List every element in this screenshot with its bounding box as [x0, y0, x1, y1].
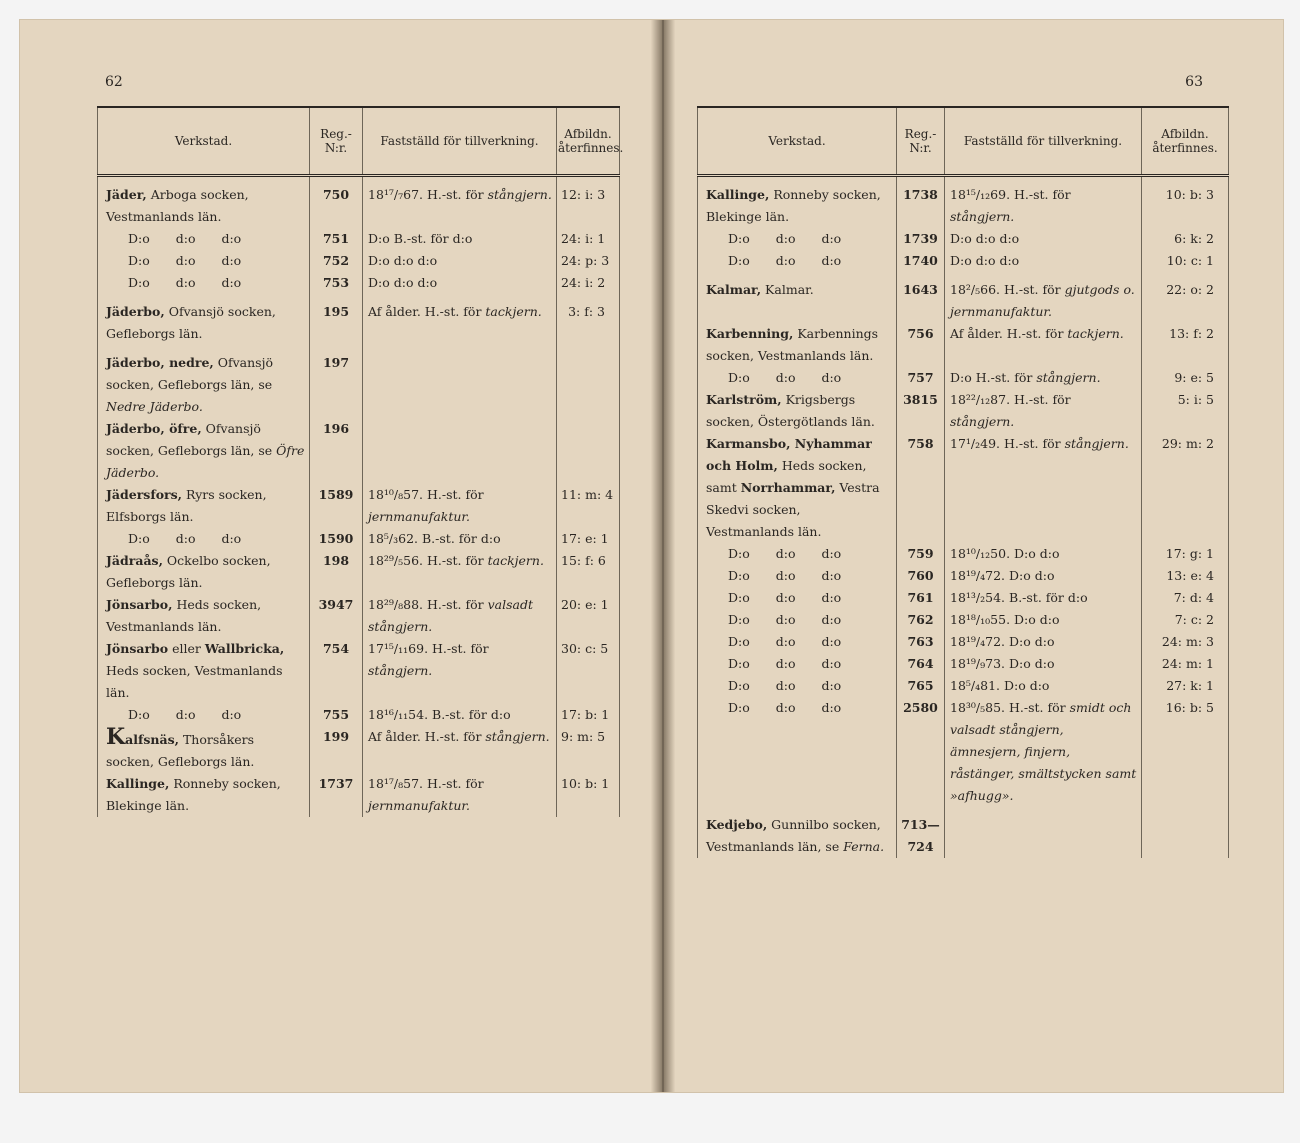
col-faststald: Fastställd för tillverkning. — [945, 107, 1142, 175]
col-verkstad: Verkstad. — [98, 107, 310, 175]
cell-reg: 1590 — [310, 528, 363, 550]
works-name: Jäderbo, — [106, 303, 165, 319]
stamp-date: 18¹⁸/₁₀55. D:o d:o — [950, 611, 1060, 627]
works-location: D:o d:o d:o — [728, 655, 842, 671]
cell-reg: 762 — [897, 609, 945, 631]
cross-reference: Ferna. — [843, 838, 885, 854]
cell-faststald — [363, 528, 557, 550]
works-location: Ofvansjö socken, Gefleborgs län. — [106, 303, 276, 341]
works-location: D:o d:o d:o — [128, 252, 242, 268]
stamp-date: 18¹⁰/₁₂50. D:o d:o — [950, 545, 1060, 561]
works-location: D:o d:o d:o — [728, 633, 842, 649]
left-page — [20, 20, 651, 1092]
stamp-date: D:o d:o d:o — [950, 230, 1020, 246]
table-row — [98, 773, 620, 817]
cell-afbildn: 10: c: 1 — [1142, 250, 1229, 272]
cell-verkstad — [98, 528, 310, 550]
cell-verkstad — [98, 175, 310, 228]
works-name: Kallinge, — [106, 775, 170, 791]
cell-afbildn: 24: m: 1 — [1142, 653, 1229, 675]
cell-afbildn: 13: f: 2 — [1142, 323, 1229, 367]
works-location: Ronneby socken, Blekinge län. — [706, 186, 881, 224]
cell-verkstad — [698, 389, 897, 433]
cell-afbildn: 10: b: 1 — [557, 773, 620, 817]
product: jernmanufaktur. — [368, 508, 471, 524]
cell-verkstad — [98, 484, 310, 528]
cell-reg: 757 — [897, 367, 945, 389]
stamp-date: 18¹⁹/₄72. D:o d:o — [950, 633, 1055, 649]
works-location: D:o d:o d:o — [728, 611, 842, 627]
cell-verkstad — [698, 250, 897, 272]
works-location: D:o d:o d:o — [128, 706, 242, 722]
stamp-date: Af ålder. H.-st. för — [368, 303, 486, 319]
works-name: Jäderbo, nedre, — [106, 354, 214, 370]
rows — [98, 175, 620, 817]
cell-faststald — [945, 543, 1142, 565]
table-row — [98, 294, 620, 345]
stamp-date: D:o B.-st. för d:o — [368, 230, 473, 246]
product: stångjern. — [1036, 369, 1101, 385]
cell-faststald — [363, 773, 557, 817]
col-faststald: Fastställd för tillverkning. — [363, 107, 557, 175]
table-row — [698, 631, 1229, 653]
book-spread — [19, 19, 1284, 1093]
cell-reg: 197 — [310, 345, 363, 418]
stamp-date: 18⁵/₃62. B.-st. för d:o — [368, 530, 501, 546]
cell-reg: 754 — [310, 638, 363, 704]
register-table — [97, 106, 624, 817]
works-location: Heds socken, samt — [706, 457, 867, 495]
cell-faststald — [945, 228, 1142, 250]
cell-reg: 2580 — [897, 697, 945, 807]
cell-faststald — [363, 294, 557, 345]
cell-faststald — [363, 704, 557, 726]
cell-reg: 195 — [310, 294, 363, 345]
cell-afbildn: 24: p: 3 — [557, 250, 620, 272]
cell-afbildn: 9: e: 5 — [1142, 367, 1229, 389]
col-afbildn: Afbildn. återfinnes. — [557, 107, 620, 175]
table-row — [98, 550, 620, 594]
table-row — [698, 543, 1229, 565]
cell-reg: 196 — [310, 418, 363, 484]
table-row — [698, 433, 1229, 543]
stamp-date: 18¹⁹/₉73. D:o d:o — [950, 655, 1055, 671]
cell-faststald — [945, 631, 1142, 653]
cell-verkstad — [698, 323, 897, 367]
works-location: D:o d:o d:o — [728, 369, 842, 385]
cell-afbildn: 7: d: 4 — [1142, 587, 1229, 609]
cross-reference: Öfre Jäderbo. — [106, 442, 305, 480]
cell-reg: 1737 — [310, 773, 363, 817]
product: gjutgods o. jernmanufaktur. — [950, 281, 1135, 319]
cell-verkstad — [698, 609, 897, 631]
cell-verkstad — [698, 631, 897, 653]
works-location: D:o d:o d:o — [728, 589, 842, 605]
page-number: 63 — [1185, 74, 1203, 90]
cell-faststald — [945, 367, 1142, 389]
product: stångjern. — [950, 208, 1015, 224]
cell-faststald — [945, 807, 1142, 858]
cell-verkstad — [98, 418, 310, 484]
col-reg: Reg.-N:r. — [897, 107, 945, 175]
works-name: Norrhammar, — [740, 479, 836, 495]
cell-reg: 198 — [310, 550, 363, 594]
works-location: D:o d:o d:o — [128, 274, 242, 290]
product: tackjern. — [1067, 325, 1124, 341]
cell-faststald — [945, 653, 1142, 675]
works-name: Karlström, — [706, 391, 782, 407]
product: stångjern. — [485, 728, 550, 744]
cell-afbildn: 7: c: 2 — [1142, 609, 1229, 631]
cell-verkstad — [698, 228, 897, 250]
right-page — [675, 20, 1283, 1092]
product: stångjern. — [1064, 435, 1129, 451]
works-location: Gunnilbo socken, Vestmanlands län, se — [706, 816, 881, 854]
works-location: Arboga socken, Vestmanlands län. — [106, 186, 249, 224]
works-location: Ryrs socken, Elfsborgs län. — [106, 486, 267, 524]
col-reg: Reg.-N:r. — [310, 107, 363, 175]
cell-verkstad — [98, 550, 310, 594]
book-gutter — [651, 20, 675, 1092]
cell-afbildn — [1142, 807, 1229, 858]
cell-afbildn: 3: f: 3 — [557, 294, 620, 345]
table-row — [98, 704, 620, 726]
works-name: Kallinge, — [706, 186, 770, 202]
cell-verkstad — [98, 638, 310, 704]
cell-faststald — [945, 587, 1142, 609]
works-name: Wallbricka, — [204, 640, 285, 656]
table-row — [698, 175, 1229, 228]
cell-faststald — [945, 323, 1142, 367]
cell-faststald — [945, 175, 1142, 228]
stamp-date: D:o d:o d:o — [368, 252, 438, 268]
cell-verkstad — [698, 697, 897, 807]
cell-afbildn: 6: k: 2 — [1142, 228, 1229, 250]
stamp-date: D:o d:o d:o — [950, 252, 1020, 268]
works-name: Jädraås, — [106, 552, 163, 568]
cell-verkstad — [698, 675, 897, 697]
rows — [698, 175, 1229, 858]
cell-verkstad — [698, 433, 897, 543]
product: tackjern. — [485, 303, 542, 319]
works-location: D:o d:o d:o — [128, 230, 242, 246]
page-number: 62 — [105, 74, 123, 90]
table-row — [98, 250, 620, 272]
product: stångjern. — [950, 413, 1015, 429]
works-location: D:o d:o d:o — [728, 699, 842, 715]
cell-afbildn: 11: m: 4 — [557, 484, 620, 528]
table-row — [698, 367, 1229, 389]
col-verkstad: Verkstad. — [698, 107, 897, 175]
works-location: eller — [168, 640, 205, 656]
table-row — [698, 389, 1229, 433]
cell-afbildn: 17: e: 1 — [557, 528, 620, 550]
cell-afbildn: 9: m: 5 — [557, 726, 620, 773]
stamp-date: 18²⁹/₅56. H.-st. för — [368, 552, 488, 568]
cell-verkstad — [98, 704, 310, 726]
table-row — [698, 675, 1229, 697]
cell-reg: 3947 — [310, 594, 363, 638]
works-location: Ockelbo socken, Gefleborgs län. — [106, 552, 271, 590]
stamp-date: 17¹⁵/₁₁69. H.-st. för — [368, 640, 489, 656]
cell-reg: 764 — [897, 653, 945, 675]
product: valsadt stångjern. — [368, 596, 533, 634]
stamp-date: 18³⁰/₅85. H.-st. för — [950, 699, 1070, 715]
table-row — [698, 653, 1229, 675]
cell-reg: 1739 — [897, 228, 945, 250]
table-row — [698, 250, 1229, 272]
product: smidt och valsadt stångjern, ämnesjern, finjern, råstänger, smältstycken samt »afhugg». — [950, 699, 1137, 803]
table-row — [98, 175, 620, 228]
cell-afbildn — [557, 345, 620, 418]
cell-verkstad — [698, 807, 897, 858]
works-name: Jäder, — [106, 186, 147, 202]
cell-reg: 753 — [310, 272, 363, 294]
cell-reg: 3815 — [897, 389, 945, 433]
works-location: Karbennings socken, Vestmanlands län. — [706, 325, 879, 363]
cell-reg: 758 — [897, 433, 945, 543]
stamp-date: 18¹⁷/₇67. H.-st. för — [368, 186, 488, 202]
stamp-date: 18⁵/₄81. D:o d:o — [950, 677, 1050, 693]
works-location: D:o d:o d:o — [728, 545, 842, 561]
stamp-date: 18²²/₁₂87. H.-st. för — [950, 391, 1071, 407]
works-location: Ronneby socken, Blekinge län. — [106, 775, 281, 813]
table-row — [98, 726, 620, 773]
table-row — [98, 418, 620, 484]
product: stångjern. — [368, 662, 433, 678]
table-row — [698, 587, 1229, 609]
stamp-date: Af ålder. H.-st. för — [368, 728, 486, 744]
cell-faststald — [363, 175, 557, 228]
stamp-date: 18¹⁶/₁₁54. B.-st. för d:o — [368, 706, 511, 722]
cell-afbildn: 24: i: 2 — [557, 272, 620, 294]
works-location: Thorsåkers socken, Gefleborgs län. — [106, 731, 255, 769]
cell-reg: 751 — [310, 228, 363, 250]
cell-reg: 750 — [310, 175, 363, 228]
table-row — [98, 272, 620, 294]
cell-verkstad — [98, 345, 310, 418]
cell-faststald — [945, 697, 1142, 807]
works-name: Karmansbo, Nyhammar och Holm, — [706, 435, 872, 473]
stamp-date: D:o d:o d:o — [368, 274, 438, 290]
cell-afbildn: 5: i: 5 — [1142, 389, 1229, 433]
works-name: Kalmar, — [706, 281, 762, 297]
cell-faststald — [363, 418, 557, 484]
works-location: D:o d:o d:o — [728, 567, 842, 583]
cell-reg: 760 — [897, 565, 945, 587]
cell-afbildn: 15: f: 6 — [557, 550, 620, 594]
cell-verkstad — [698, 543, 897, 565]
cell-faststald — [945, 250, 1142, 272]
stamp-date: 17¹/₂49. H.-st. för — [950, 435, 1065, 451]
works-location: D:o d:o d:o — [728, 677, 842, 693]
cell-reg: 752 — [310, 250, 363, 272]
cell-faststald — [945, 389, 1142, 433]
works-location: D:o d:o d:o — [728, 252, 842, 268]
works-location: Ofvansjö socken, Gefleborgs län, se — [106, 420, 277, 458]
works-location: D:o d:o d:o — [728, 230, 842, 246]
product: stångjern. — [487, 186, 552, 202]
cell-afbildn — [557, 418, 620, 484]
works-location: Heds socken, Vestmanlands län. — [106, 596, 262, 634]
cell-afbildn: 30: c: 5 — [557, 638, 620, 704]
cell-reg: 199 — [310, 726, 363, 773]
cell-reg: 759 — [897, 543, 945, 565]
cell-faststald — [945, 675, 1142, 697]
cell-verkstad — [98, 773, 310, 817]
cell-afbildn: 17: b: 1 — [557, 704, 620, 726]
stamp-date: 18¹⁷/₈57. H.-st. för — [368, 775, 484, 791]
works-name: Karbenning, — [706, 325, 794, 341]
table-row — [698, 697, 1229, 807]
cell-faststald — [363, 228, 557, 250]
works-name: Jönsarbo — [106, 640, 169, 656]
works-name: Jäderbo, öfre, — [106, 420, 202, 436]
cell-verkstad — [698, 653, 897, 675]
table-row — [98, 345, 620, 418]
cell-afbildn: 13: e: 4 — [1142, 565, 1229, 587]
product: jernmanufaktur. — [368, 797, 471, 813]
cell-reg: 755 — [310, 704, 363, 726]
cell-faststald — [363, 272, 557, 294]
table-row — [698, 807, 1229, 858]
table-row — [698, 609, 1229, 631]
table-row — [698, 228, 1229, 250]
cell-reg: 1589 — [310, 484, 363, 528]
works-location: Ofvansjö socken, Gefleborgs län, se — [106, 354, 273, 392]
works-name: Kalfsnäs, — [106, 723, 179, 750]
cell-afbildn: 20: e: 1 — [557, 594, 620, 638]
cell-faststald — [945, 433, 1142, 543]
cell-faststald — [945, 272, 1142, 323]
cell-afbildn: 22: o: 2 — [1142, 272, 1229, 323]
cell-verkstad — [698, 587, 897, 609]
cell-afbildn: 24: i: 1 — [557, 228, 620, 250]
cell-verkstad — [98, 250, 310, 272]
works-location: Kalmar. — [761, 281, 814, 297]
cell-afbildn: 27: k: 1 — [1142, 675, 1229, 697]
cell-afbildn: 29: m: 2 — [1142, 433, 1229, 543]
works-location: Vestra Skedvi socken, Vestmanlands län. — [706, 479, 880, 539]
register-table — [697, 106, 1229, 858]
cell-verkstad — [698, 272, 897, 323]
table-row — [698, 565, 1229, 587]
cell-faststald — [945, 609, 1142, 631]
cell-reg: 761 — [897, 587, 945, 609]
cell-afbildn: 24: m: 3 — [1142, 631, 1229, 653]
stamp-date: D:o H.-st. för — [950, 369, 1037, 385]
table-row — [698, 272, 1229, 323]
stamp-date: 18²/₅66. H.-st. för — [950, 281, 1065, 297]
cell-afbildn: 12: i: 3 — [557, 175, 620, 228]
stamp-date: Af ålder. H.-st. för — [950, 325, 1068, 341]
table-row — [98, 638, 620, 704]
cell-faststald — [363, 594, 557, 638]
cell-reg: 765 — [897, 675, 945, 697]
cell-faststald — [363, 345, 557, 418]
col-afbildn: Afbildn. återfinnes. — [1142, 107, 1229, 175]
cell-verkstad — [698, 367, 897, 389]
table-row — [98, 484, 620, 528]
works-name: Kedjebo, — [706, 816, 768, 832]
cross-reference: Nedre Jäderbo. — [106, 398, 203, 414]
works-location: D:o d:o d:o — [128, 530, 242, 546]
cell-afbildn: 16: b: 5 — [1142, 697, 1229, 807]
cell-verkstad — [698, 175, 897, 228]
cell-faststald — [363, 726, 557, 773]
cell-verkstad — [98, 294, 310, 345]
cell-verkstad — [98, 594, 310, 638]
stamp-date: 18¹³/₂54. B.-st. för d:o — [950, 589, 1088, 605]
cell-faststald — [363, 484, 557, 528]
cell-faststald — [363, 250, 557, 272]
table-row — [98, 594, 620, 638]
cell-reg: 756 — [897, 323, 945, 367]
stamp-date: 18¹⁹/₄72. D:o d:o — [950, 567, 1055, 583]
cell-verkstad — [98, 723, 310, 773]
cell-reg: 1738 — [897, 175, 945, 228]
cell-reg: 763 — [897, 631, 945, 653]
works-name: Jädersfors, — [106, 486, 183, 502]
works-name: Jönsarbo, — [106, 596, 173, 612]
cell-verkstad — [698, 565, 897, 587]
cell-reg: 713—724 — [897, 807, 945, 858]
cell-afbildn: 17: g: 1 — [1142, 543, 1229, 565]
cell-faststald — [945, 565, 1142, 587]
table-row — [98, 528, 620, 550]
cell-faststald — [363, 638, 557, 704]
works-location: Heds socken, Vestmanlands län. — [106, 662, 283, 700]
cell-afbildn: 10: b: 3 — [1142, 175, 1229, 228]
cell-reg: 1643 — [897, 272, 945, 323]
table-row — [98, 228, 620, 250]
product: tackjern. — [487, 552, 544, 568]
cell-faststald — [363, 550, 557, 594]
cell-reg: 1740 — [897, 250, 945, 272]
stamp-date: 18²⁹/₈88. H.-st. för — [368, 596, 488, 612]
cell-verkstad — [98, 228, 310, 250]
cell-verkstad — [98, 272, 310, 294]
table-row — [698, 323, 1229, 367]
stamp-date: 18¹⁰/₈57. H.-st. för — [368, 486, 484, 502]
works-location: Krigsbergs socken, Östergötlands län. — [706, 391, 875, 429]
stamp-date: 18¹⁵/₁₂69. H.-st. för — [950, 186, 1071, 202]
